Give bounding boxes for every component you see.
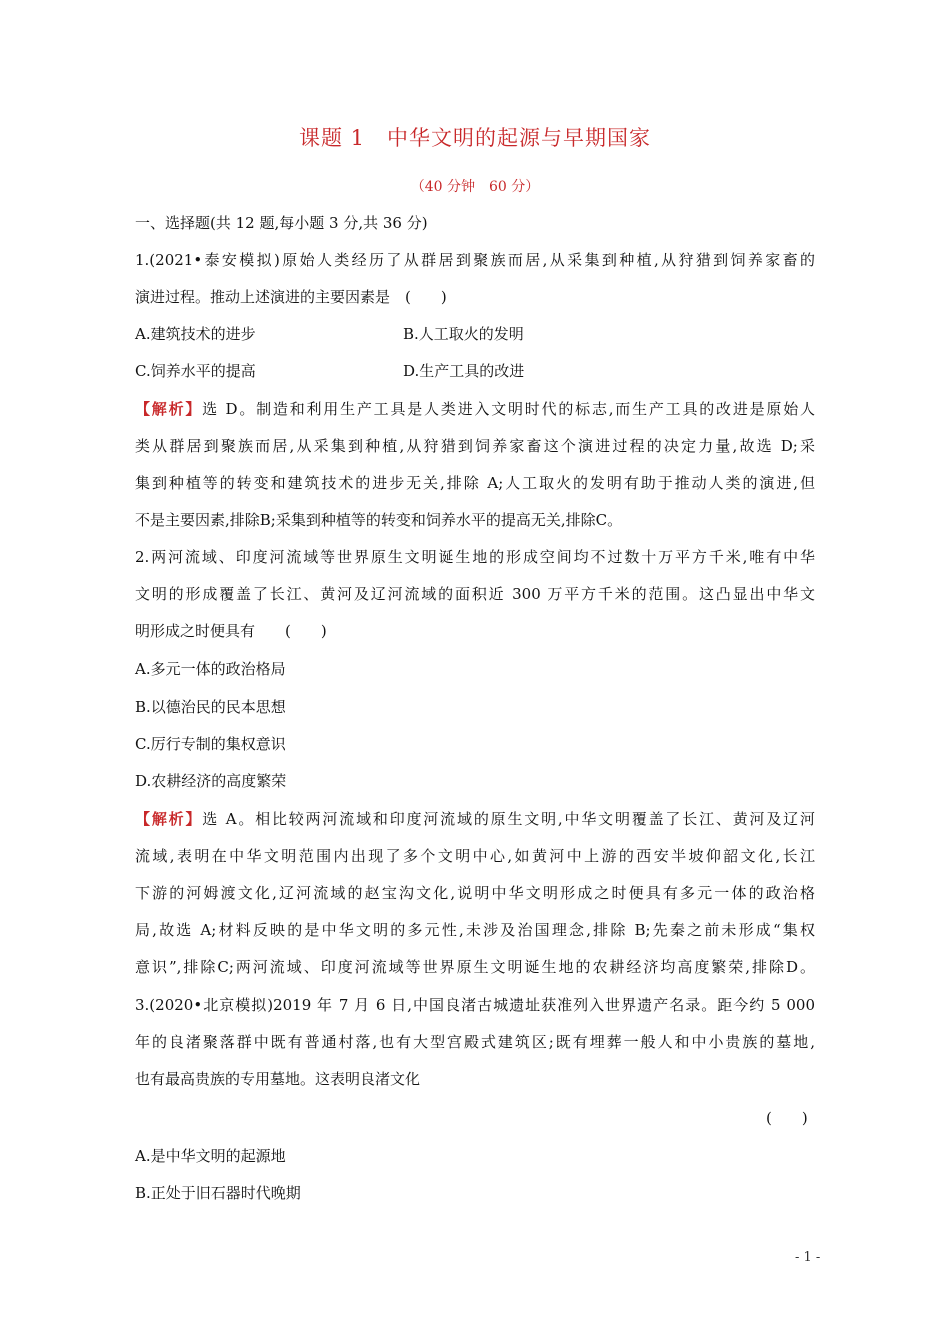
page-number: - 1 - [795, 1250, 821, 1265]
q1-analysis-line-4: 不是主要因素,排除B;采集到种植等的转变和饲养水平的提高无关,排除C。 [135, 511, 623, 529]
q2-analysis-line-2: 流域,表明在中华文明范围内出现了多个文明中心,如黄河中上游的西安半坡仰韶文化,长江 [135, 847, 815, 865]
q2-option-c[interactable]: C.厉行专制的集权意识 [135, 735, 286, 753]
q1-stem-line-2: 演进过程。推动上述演进的主要因素是 ( ) [135, 288, 447, 306]
page-title: 课题 1 中华文明的起源与早期国家 [298, 126, 652, 150]
q1-analysis-text-1: 选 D。制造和利用生产工具是人类进入文明时代的标志,而生产工具的改进是原始人 [202, 400, 815, 418]
q2-analysis-line-5: 意识”,排除C;两河流域、印度河流域等世界原生文明诞生地的农耕经济均高度繁荣,排除D。 [135, 958, 815, 976]
q3-stem-line-3: 也有最高贵族的专用墓地。这表明良渚文化 [135, 1070, 421, 1088]
q1-options-row-2 [135, 361, 815, 381]
q2-stem-line-1: 2.两河流域、印度河流域等世界原生文明诞生地的形成空间均不过数十万平方千米,唯有中华 [135, 548, 815, 566]
q3-option-b[interactable]: B.正处于旧石器时代晚期 [135, 1184, 301, 1202]
q2-analysis-line-1 [135, 809, 815, 829]
q1-stem-line-1: 1.(2021•泰安模拟)原始人类经历了从群居到聚族而居,从采集到种植,从狩猎到饲养家畜的 [135, 251, 815, 269]
q2-analysis-text-1: 选 A。相比较两河流域和印度河流域的原生文明,中华文明覆盖了长江、黄河及辽河 [202, 810, 815, 828]
q3-option-a[interactable]: A.是中华文明的起源地 [135, 1147, 286, 1165]
q2-stem-line-3: 明形成之时便具有 ( ) [135, 622, 327, 640]
q1-option-c[interactable]: C.饲养水平的提高 [135, 362, 256, 380]
q2-analysis-line-4: 局,故选 A;材料反映的是中华文明的多元性,未涉及治国理念,排除 B;先秦之前未形成“集权 [135, 921, 815, 939]
q1-options-row-1 [135, 324, 815, 344]
q1-option-a[interactable]: A.建筑技术的进步 [135, 325, 256, 343]
q2-option-d[interactable]: D.农耕经济的高度繁荣 [135, 772, 287, 790]
q2-analysis-line-3: 下游的河姆渡文化,辽河流域的赵宝沟文化,说明中华文明形成之时便具有多元一体的政治格 [135, 884, 815, 902]
q2-stem-line-2: 文明的形成覆盖了长江、黄河及辽河流域的面积近 300 万平方千米的范围。这凸显出中华文 [135, 585, 815, 603]
section-heading: 一、选择题(共 12 题,每小题 3 分,共 36 分) [135, 214, 428, 232]
q1-option-d[interactable]: D.生产工具的改进 [403, 362, 525, 380]
q1-analysis-line-3: 集到种植等的转变和建筑技术的进步无关,排除 A;人工取火的发明有助于推动人类的演进,但 [135, 474, 815, 492]
q3-stem-line-2: 年的良渚聚落群中既有普通村落,也有大型宫殿式建筑区;既有埋葬一般人和中小贵族的墓地, [135, 1033, 815, 1051]
q1-option-b[interactable]: B.人工取火的发明 [403, 325, 524, 343]
q1-analysis-tag: 【解析】 [135, 400, 203, 418]
time-score-subtitle: （40 分钟 60 分） [410, 179, 540, 195]
q2-option-a[interactable]: A.多元一体的政治格局 [135, 660, 286, 678]
q3-stem-line-1: 3.(2020•北京模拟)2019 年 7 月 6 日,中国良渚古城遗址获准列入世界遗产名录。距今约 5 000 [135, 996, 815, 1014]
q1-analysis-line-1 [135, 399, 815, 419]
q2-option-b[interactable]: B.以德治民的民本思想 [135, 698, 286, 716]
q2-analysis-tag: 【解析】 [135, 810, 203, 828]
q1-analysis-line-2: 类从群居到聚族而居,从采集到种植,从狩猎到饲养家畜这个演进过程的决定力量,故选 D;采 [135, 437, 816, 455]
q3-answer-paren: ( ) [766, 1109, 808, 1127]
